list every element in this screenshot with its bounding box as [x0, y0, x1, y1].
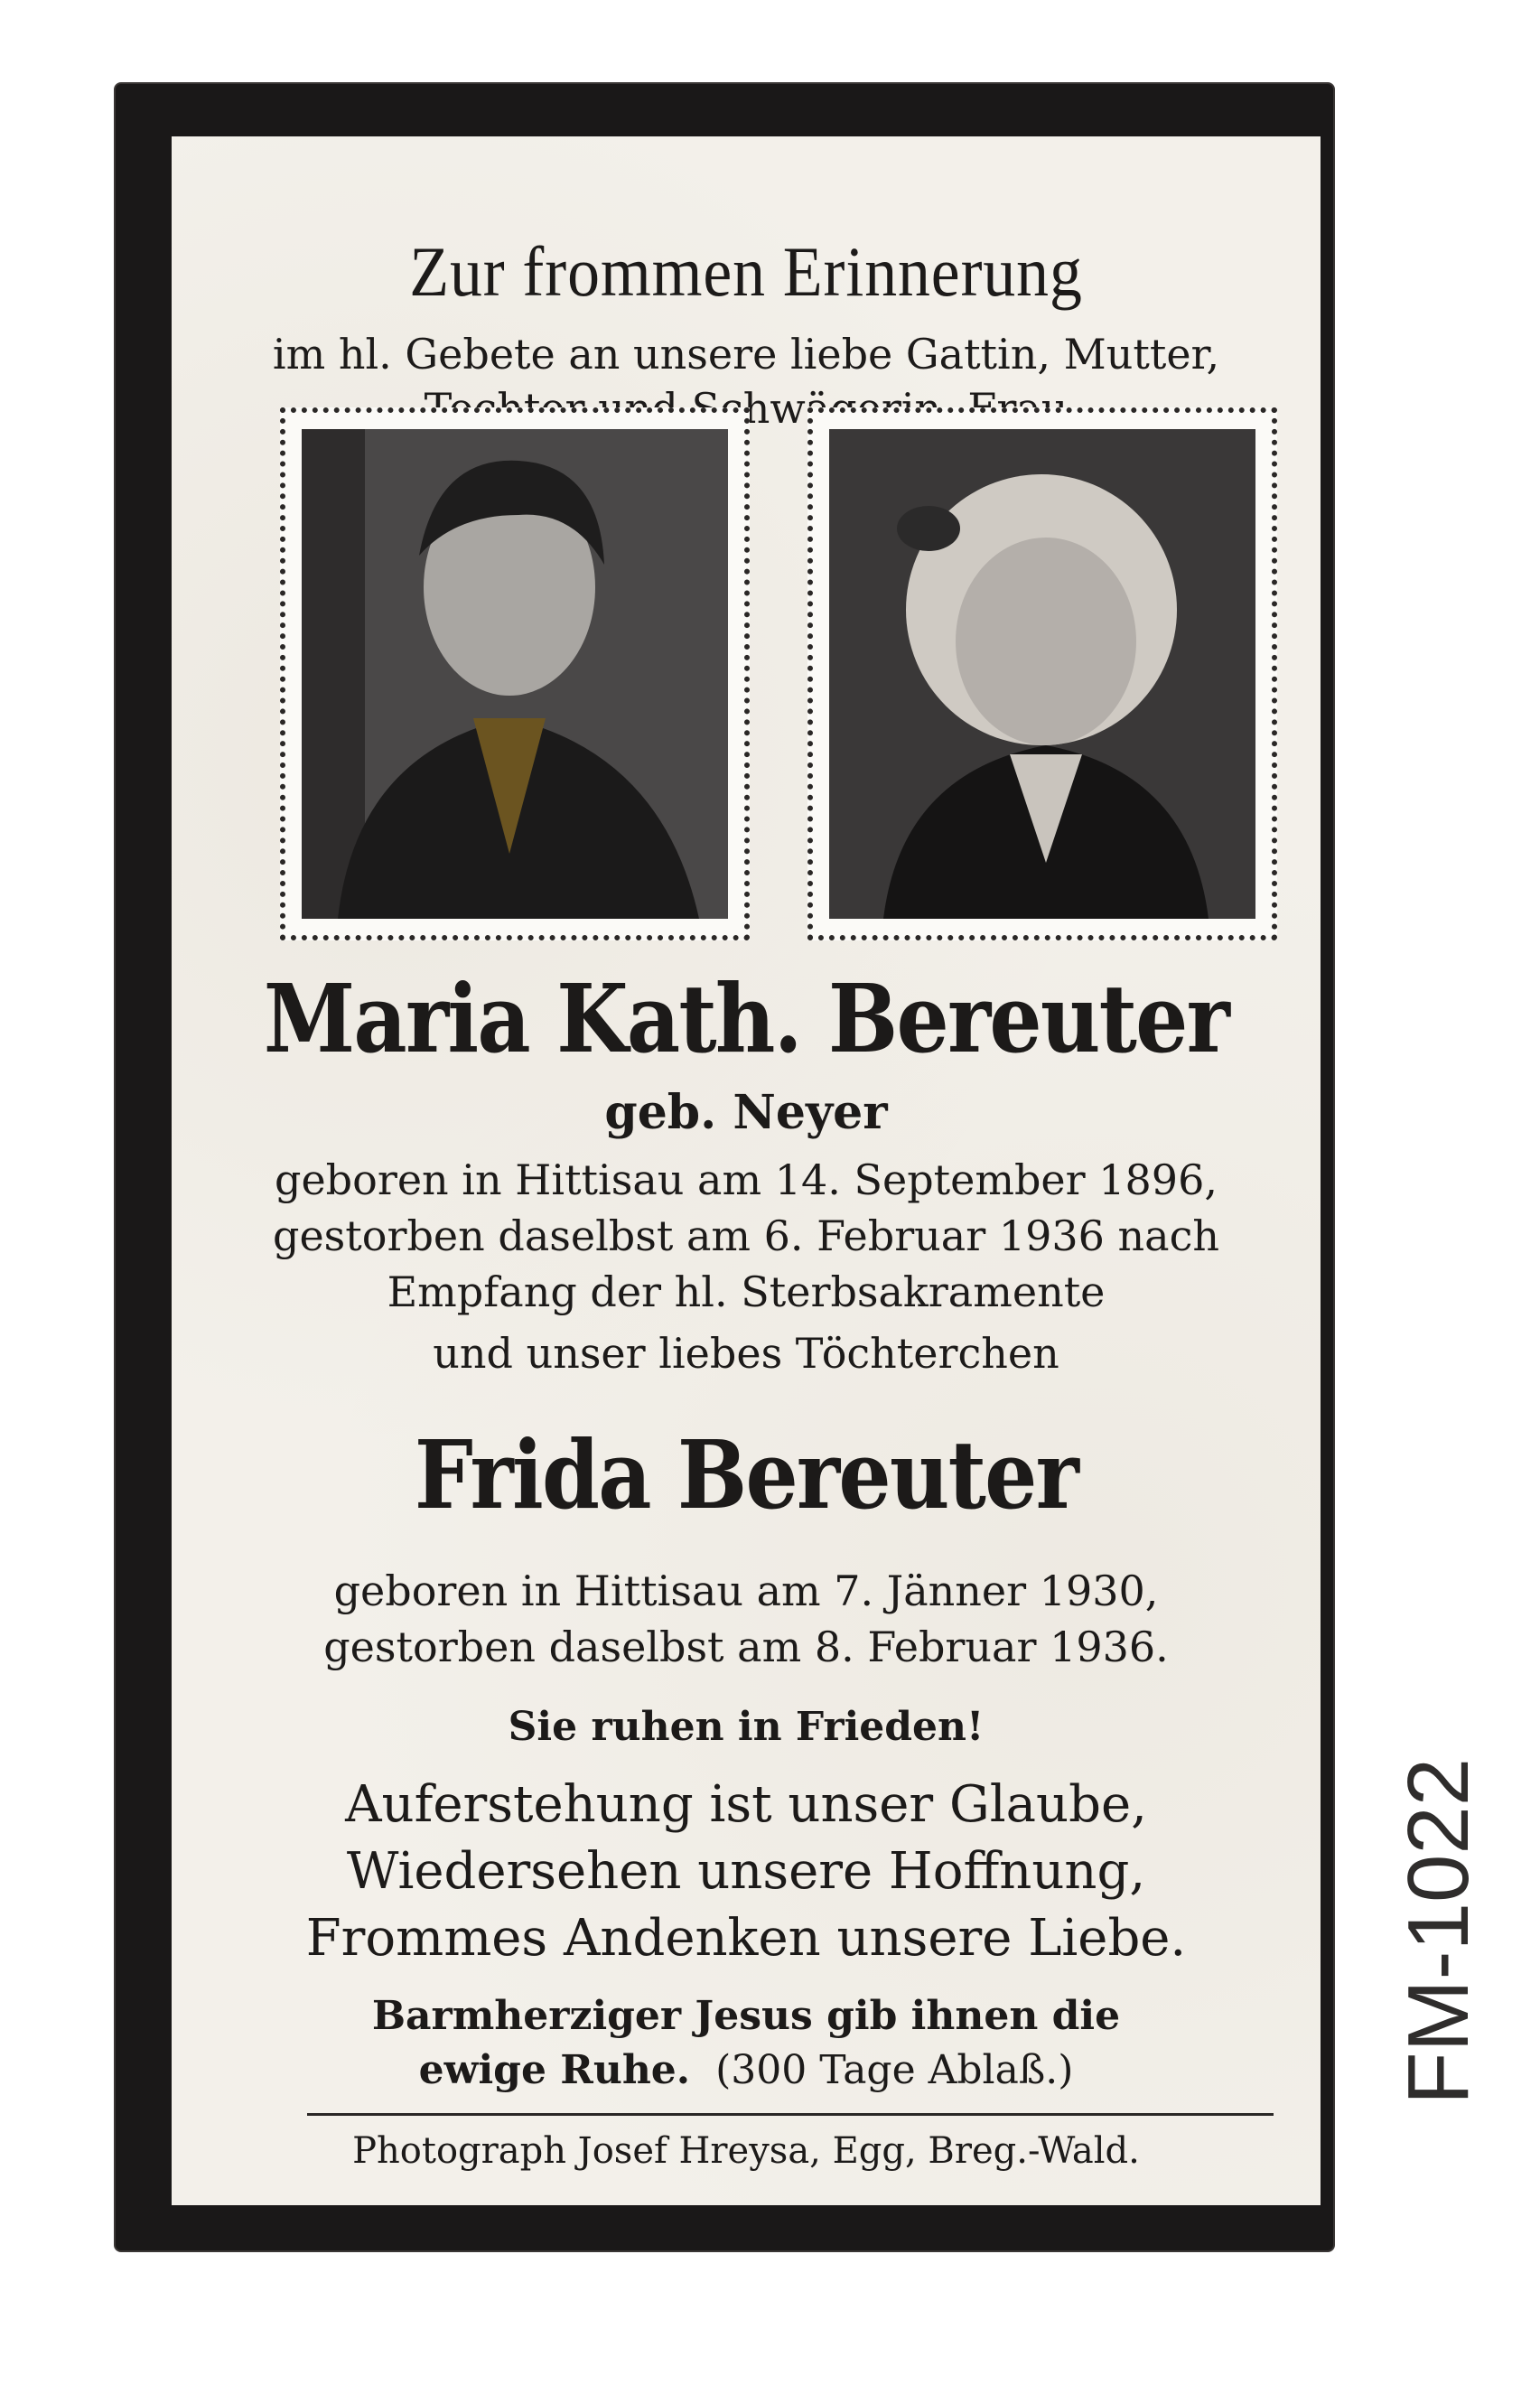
maiden-name: geb. Neyer	[604, 1085, 888, 1140]
daughter-birth-line: geboren in Hittisau am 7. Jänner 1930,	[333, 1567, 1159, 1615]
daughter-death-line: gestorben daselbst am 8. Februar 1936.	[323, 1623, 1169, 1671]
prayer-line-2: ewige Ruhe.	[418, 2047, 691, 2093]
deceased-name-mother: Maria Kath. Bereuter	[263, 963, 1229, 1074]
mother-death-line: gestorben daselbst am 6. Februar 1936 nach	[273, 1211, 1219, 1260]
photo-frame-daughter	[807, 407, 1277, 940]
connector-line: und unser liebes Töchterchen	[433, 1329, 1059, 1378]
photographer-credit: Photograph Josef Hreysa, Egg, Breg.-Wald.	[352, 2130, 1140, 2172]
deceased-name-daughter: Frida Bereuter	[414, 1419, 1078, 1530]
archive-mark-text: FM-1022	[1390, 1757, 1487, 2105]
card-heading: Zur frommen Erinnerung	[409, 232, 1083, 311]
mother-sacrament-line: Empfang der hl. Sterbsakramente	[387, 1267, 1106, 1316]
indulgence-note: (300 Tage Ablaß.)	[715, 2047, 1074, 2093]
mother-birth-line: geboren in Hittisau am 14. September 1896,	[275, 1155, 1218, 1204]
verse-line-3: Frommes Andenken unsere Liebe.	[305, 1909, 1187, 1968]
archive-mark	[1380, 1716, 1489, 2114]
prayer-line-1: Barmherziger Jesus gib ihnen die	[371, 1993, 1121, 2039]
portrait-daughter	[829, 429, 1255, 919]
memorial-card	[116, 84, 1333, 2250]
card-paper	[172, 136, 1321, 2205]
verse-line-2: Wiedersehen unsere Hoffnung,	[346, 1842, 1146, 1901]
photo-frame-mother	[280, 407, 750, 940]
verse-line-1: Auferstehung ist unser Glaube,	[345, 1775, 1147, 1834]
dedication-line-1: im hl. Gebete an unsere liebe Gattin, Mutter,	[272, 330, 1220, 379]
rest-in-peace: Sie ruhen in Frieden!	[508, 1704, 985, 1750]
portrait-mother	[302, 429, 728, 919]
footer-rule	[307, 2113, 1274, 2116]
prayer-line-2-wrap	[172, 2047, 1321, 2093]
